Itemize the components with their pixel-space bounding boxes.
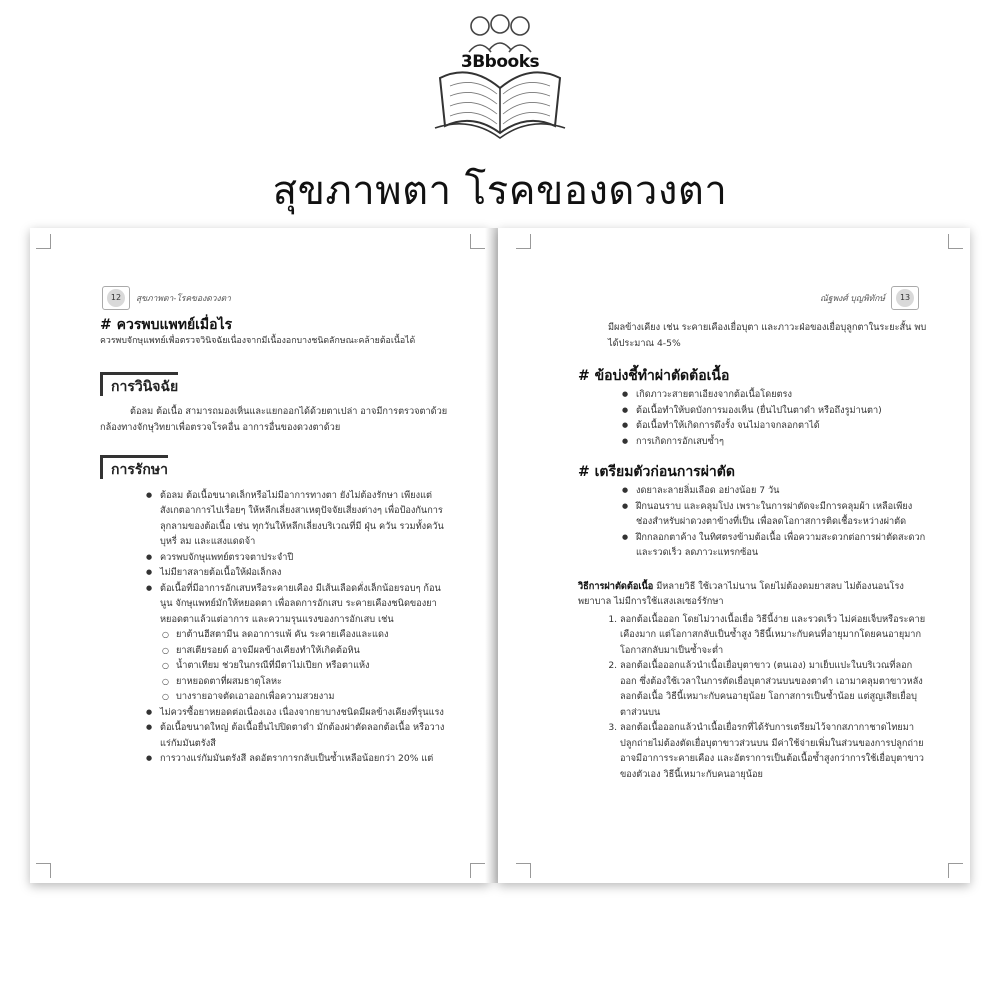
list-item: 3. ลอกต้อเนื้อออกแล้วนำเนื้อเยื่อรกที่ได้รับการเตรียมไว้จากสภากาชาดไทยมาปลูกถ่ายไม่ต้องตัดเยื่อบุตาขาวส่วนบน มีค่าใช้จ่ายเพิ่มในส่วนของการปลูกถ่าย อาจมีอาการระคายเคือง และอัตราการเป็นต้อเนื้อซ้ำสูงกว่าการใช้เยื่อบุตาขาวของตัวเอง วิธีนี้เหมาะกับคนอายุน้อย (620, 720, 928, 782)
left-page-content (100, 316, 450, 767)
page-number: 13 (896, 289, 914, 307)
list-item: ● ต้อเนื้อทำให้เกิดการดึงรั้ง จนไม่อาจกลอกตาได้ (634, 418, 928, 434)
left-running-header (102, 286, 231, 310)
page-number: 12 (107, 289, 125, 307)
paragraph: ควรพบจักษุแพทย์เพื่อตรวจวินิจฉัยเนื่องจากมีเนื้องอกบางชนิดลักษณะคล้ายต้อเนื้อได้ (100, 336, 416, 346)
methods-heading: วิธีการผ่าตัดต้อเนื้อ (578, 580, 654, 592)
list-item: ● ต้อเนื้อขนาดใหญ่ ต้อเนื้อยื่นไปปิดตาดำ มักต้องผ่าตัดลอกต้อเนื้อ หรือวางแร่กัมมันตรังสี (158, 720, 450, 751)
right-page-content (578, 320, 928, 782)
crop-mark (36, 234, 51, 249)
crop-mark (516, 234, 531, 249)
crop-mark (516, 863, 531, 878)
list-item: ● งดยาละลายลิ่มเลือด อย่างน้อย 7 วัน (634, 483, 928, 499)
crop-mark (948, 234, 963, 249)
right-page (498, 228, 970, 883)
list-item: ● ฝึกนอนราบ และคลุมโปง เพราะในการผ่าตัดจะมีการคลุมผ้า เหลือเพียงช่องสำหรับผ่าดวงตาข้างที่เป็น เพื่อลดโอกาสการติดเชื้อระหว่างผ่าตัด (634, 499, 928, 530)
sub-list-item: ○ ยาหยอดตาที่ผสมธาตุโลหะ (176, 674, 450, 690)
sub-list-item: ○ บางรายอาจตัดเอาออกเพื่อความสวยงาม (176, 689, 450, 705)
section-heading: # ควรพบแพทย์เมื่อไร (100, 317, 233, 333)
brand-name: 3Bbooks (460, 52, 540, 72)
crop-mark (948, 863, 963, 878)
list-item: ● ต้อเนื้อทำให้บดบังการมองเห็น (ยื่นไปในตาดำ หรือถึงรูม่านตา) (634, 403, 928, 419)
treatment-list (144, 488, 450, 767)
methods-intro: มีหลายวิธี ใช้เวลาไม่นาน โดยไม่ต้องดมยาสลบ ไม่ต้องนอนโรงพยาบาล ไม่มีการใช้แสงเลเซอร์รักษา (578, 580, 904, 607)
list-item: ● ฝึกกลอกตาค้าง ในทิศตรงข้ามต้อเนื้อ เพื่อความสะดวกต่อการผ่าตัดสะดวกและรวดเร็ว ลดภาวะแทรกซ้อน (634, 530, 928, 561)
book-spread (30, 228, 970, 888)
paragraph: มีผลข้างเคียง เช่น ระคายเคืองเยื่อบุตา และภาวะฝ่อของเยื่อบุลูกตาในระยะสั้น พบได้ประมาณ 4-5% (608, 322, 927, 349)
list-item: ● ไม่ควรซื้อยาหยอดต่อเนื่องเอง เนื่องจากยาบางชนิดมีผลข้างเคียงที่รุนแรง (158, 705, 450, 721)
left-page (30, 228, 490, 883)
crop-mark (470, 863, 485, 878)
paragraph: ต้อลม ต้อเนื้อ สามารถมองเห็นและแยกออกได้ด้วยตาเปล่า อาจมีการตรวจตาด้วยกล้องทางจักษุวิทยาเพื่อตรวจโรคอื่น อาการอื่นของดวงตาด้วย (100, 406, 448, 433)
page-number-box (891, 286, 919, 310)
page-number-box (102, 286, 130, 310)
list-item: ● การวางแร่กัมมันตรังสี ลดอัตราการกลับเป็นซ้ำเหลือน้อยกว่า 20% แต่ (158, 751, 450, 767)
preparation-list (620, 483, 928, 561)
crop-mark (470, 234, 485, 249)
list-item: ● การเกิดการอักเสบซ้ำๆ (634, 434, 928, 450)
running-header-text: สุขภาพตา-โรคของดวงตา (136, 294, 231, 304)
list-item-text: ต้อเนื้อที่มีอาการอักเสบหรือระคายเคือง มีเส้นเลือดคั่งเล็กน้อยรอบๆ ก้อนนูน จักษุแพทย์มักให้หยอดตา เพื่อลดการอักเสบ ระคายเคืองชนิดของยาหยอดตาแล้วแต่อาการ และความรุนแรงของการอักเสบ เช่น (160, 582, 441, 625)
list-item: ● ควรพบจักษุแพทย์ตรวจตาประจำปี (158, 550, 450, 566)
sub-list-item: ○ น้ำตาเทียม ช่วยในกรณีที่มีตาไม่เปียก หรือตาแห้ง (176, 658, 450, 674)
book-title: สุขภาพตา โรคของดวงตา (272, 168, 728, 214)
eye-drop-list (160, 627, 450, 705)
book-logo-icon (425, 8, 575, 148)
sub-list-item: ○ ยาต้านฮีสตามีน ลดอาการแพ้ คัน ระคายเคืองและแดง (176, 627, 450, 643)
list-item: 1. ลอกต้อเนื้อออก โดยไม่วางเนื้อเยื่อ วิธีนี้ง่าย และรวดเร็ว ไม่ค่อยเจ็บหรือระคายเคืองมาก แต่โอกาสกลับเป็นซ้ำสูง วิธีนี้เหมาะกับคนที่อายุมากโดยคนอายุมากโอกาสกลับมาเป็นซ้ำจะต่ำ (620, 612, 928, 659)
paragraph (578, 579, 928, 610)
section-heading: การรักษา (100, 455, 168, 479)
section-heading: การวินิจฉัย (100, 372, 178, 396)
surgery-methods-list (602, 612, 928, 783)
list-item: ● ไม่มียาสลายต้อเนื้อให้ฝ่อเล็กลง (158, 565, 450, 581)
list-item (158, 581, 450, 705)
indications-list (620, 387, 928, 449)
list-item: ● เกิดภาวะสายตาเอียงจากต้อเนื้อโดยตรง (634, 387, 928, 403)
section-heading: # เตรียมตัวก่อนการผ่าตัด (578, 464, 735, 480)
sub-list-item: ○ ยาสเตียรอยด์ อาจมีผลข้างเคียงทำให้เกิดต้อหิน (176, 643, 450, 659)
running-header-text: ณัฐพงศ์ บุญพิทักษ์ (820, 294, 886, 304)
crop-mark (36, 863, 51, 878)
list-item: ● ต้อลม ต้อเนื้อขนาดเล็กหรือไม่มีอาการทางตา ยังไม่ต้องรักษา เพียงแต่สังเกตอาการไปเรื่อยๆ ให้หลีกเลี่ยงสาเหตุปัจจัยเสี่ยงต่างๆ เพื่อป้องกันการลุกลามของต้อเนื้อ เช่น ทุกวันให้หลีกเลี่ยงบริเวณที่มี ฝุ่น ควัน รวมทั้งควันบุหรี่ ลม และแสงแดดจ้า (158, 488, 450, 550)
right-running-header (820, 286, 919, 310)
list-item: 2. ลอกต้อเนื้อออกแล้วนำเนื้อเยื่อบุตาขาว (ตนเอง) มาเย็บแปะในบริเวณที่ลอกออก ซึ่งต้องใช้เวลาในการตัดเยื่อบุตาส่วนบนของตาดำ เอามาคลุมตาขาวหลังลอกต้อเนื้อ วิธีนี้เหมาะกับคนอายุน้อย โอกาสการเป็นซ้ำน้อย แต่สูญเสียเยื่อบุตาส่วนบน (620, 658, 928, 720)
section-heading: # ข้อบ่งชี้ทำผ่าตัดต้อเนื้อ (578, 368, 730, 384)
